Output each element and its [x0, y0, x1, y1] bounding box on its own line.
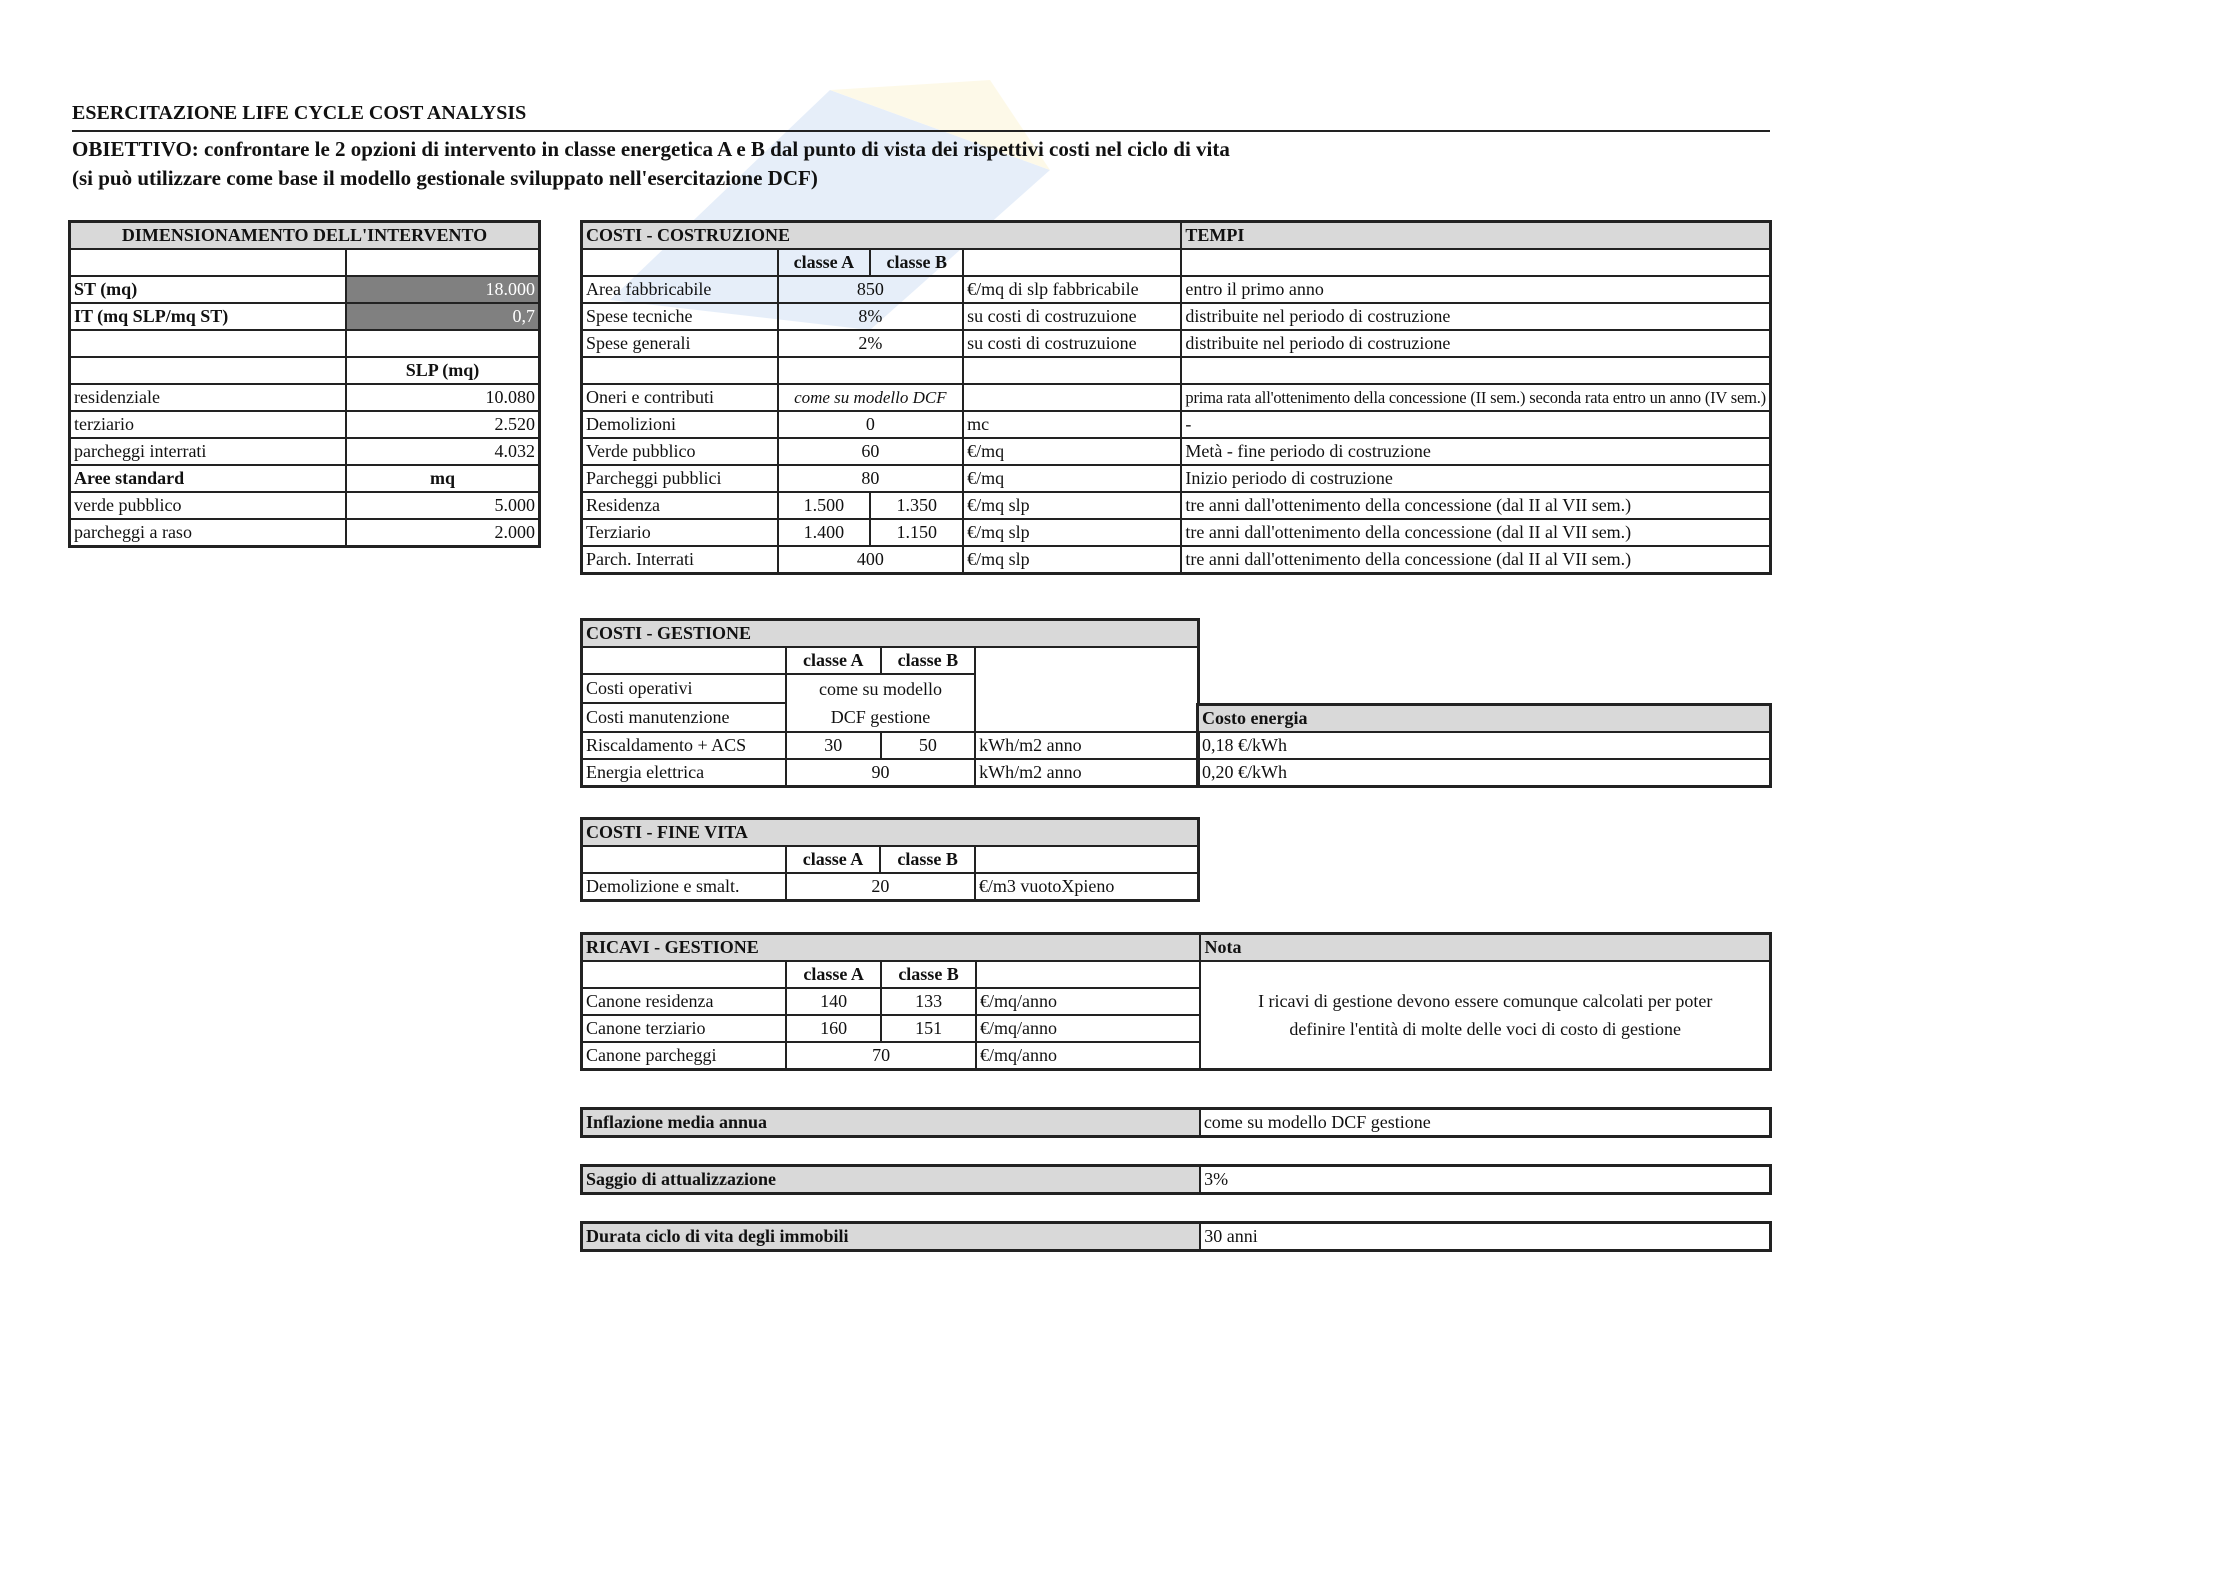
cost-label: Spese generali	[582, 330, 778, 357]
saggio-value: 3%	[1200, 1166, 1770, 1194]
cost-unit: €/mq slp	[963, 492, 1181, 519]
demolizione-unit: €/m3 vuotoXpieno	[975, 873, 1199, 901]
canone-label: Canone terziario	[582, 1015, 787, 1042]
st-label: ST (mq)	[70, 276, 346, 303]
aree-row-value: 5.000	[346, 492, 540, 519]
cost-label: Residenza	[582, 492, 778, 519]
inflazione-table	[580, 1107, 1772, 1138]
slp-header: SLP (mq)	[346, 357, 540, 384]
col-classe-b: classe B	[881, 647, 976, 674]
cost-unit: €/mq di slp fabbricabile	[963, 276, 1181, 303]
cost-unit: €/mq	[963, 465, 1181, 492]
canone-parcheggi-label: Canone parcheggi	[582, 1042, 787, 1070]
objective-line-2: (si può utilizzare come base il modello gestionale sviluppato nell'esercitazione DCF)	[72, 166, 818, 190]
merged-line-1: come su modello	[819, 679, 943, 699]
cost-label: Terziario	[582, 519, 778, 546]
aree-row-label: verde pubblico	[70, 492, 346, 519]
canone-a: 140	[786, 988, 881, 1015]
fine-vita-table	[580, 817, 1200, 902]
col-classe-a: classe A	[786, 961, 881, 988]
cost-unit: mc	[963, 411, 1181, 438]
canone-unit: €/mq/anno	[976, 988, 1200, 1015]
cost-tempi: Inizio periodo di costruzione	[1181, 465, 1770, 492]
empty-cell	[582, 357, 778, 384]
cost-tempi: distribuite nel periodo di costruzione	[1181, 303, 1770, 330]
cost-label: Parcheggi pubblici	[582, 465, 778, 492]
cost-label: Parch. Interrati	[582, 546, 778, 574]
col-classe-b: classe B	[870, 249, 963, 276]
cost-value: 80	[778, 465, 964, 492]
cost-tempi: prima rata all'ottenimento della concessione (II sem.) seconda rata entro un anno (IV sem.)	[1181, 384, 1770, 411]
energia-elettrica-value: 90	[786, 759, 975, 787]
gestione-title: COSTI - GESTIONE	[582, 620, 1199, 648]
col-classe-a: classe A	[786, 846, 881, 873]
cost-tempi: Metà - fine periodo di costruzione	[1181, 438, 1770, 465]
gestione-table	[580, 618, 1200, 788]
riscaldamento-b: 50	[881, 732, 976, 759]
canone-b: 151	[881, 1015, 976, 1042]
cost-unit: €/mq slp	[963, 546, 1181, 574]
merged-value	[786, 674, 975, 732]
col-classe-b: classe B	[880, 846, 975, 873]
cost-value-b: 1.350	[870, 492, 963, 519]
cost-value: 2%	[778, 330, 964, 357]
aree-row-value: 2.000	[346, 519, 540, 547]
empty-cell	[582, 647, 786, 674]
aree-standard-label: Aree standard	[70, 465, 346, 492]
empty-cell	[70, 357, 346, 384]
cost-unit: su costi di costruzuione	[963, 330, 1181, 357]
costruzione-table	[580, 220, 1772, 575]
empty-cell	[975, 647, 1198, 732]
costo-energia-table	[1196, 703, 1772, 788]
canone-label: Canone residenza	[582, 988, 787, 1015]
fine-vita-title: COSTI - FINE VITA	[582, 819, 1199, 847]
ricavi-title: RICAVI - GESTIONE	[582, 934, 1201, 962]
saggio-table	[580, 1164, 1772, 1195]
empty-cell	[346, 330, 540, 357]
col-classe-a: classe A	[778, 249, 871, 276]
cost-tempi: tre anni dall'ottenimento della concessione (dal II al VII sem.)	[1181, 492, 1770, 519]
empty-cell	[1181, 357, 1770, 384]
objective-text	[72, 135, 1230, 193]
cost-label: Oneri e contributi	[582, 384, 778, 411]
costo-energia-title: Costo energia	[1198, 705, 1771, 733]
riscaldamento-label: Riscaldamento + ACS	[582, 732, 786, 759]
cost-value-b: 1.150	[870, 519, 963, 546]
canone-parcheggi-value: 70	[786, 1042, 976, 1070]
cost-label: Verde pubblico	[582, 438, 778, 465]
cost-tempi: entro il primo anno	[1181, 276, 1770, 303]
document-title: ESERCITAZIONE LIFE CYCLE COST ANALYSIS	[72, 102, 527, 124]
aree-unit: mq	[346, 465, 540, 492]
riscaldamento-unit: kWh/m2 anno	[975, 732, 1198, 759]
dimensionamento-title: DIMENSIONAMENTO DELL'INTERVENTO	[70, 222, 540, 250]
nota-line-2: definire l'entità di molte delle voci di costo di gestione	[1289, 1019, 1682, 1039]
slp-row-label: terziario	[70, 411, 346, 438]
demolizione-label: Demolizione e smalt.	[582, 873, 786, 901]
durata-value: 30 anni	[1200, 1223, 1770, 1251]
inflazione-label: Inflazione media annua	[582, 1109, 1200, 1137]
title-divider	[72, 130, 1770, 132]
canone-a: 160	[786, 1015, 881, 1042]
slp-row-value: 2.520	[346, 411, 540, 438]
empty-cell	[70, 249, 346, 276]
canone-unit: €/mq/anno	[976, 1015, 1200, 1042]
slp-row-value: 10.080	[346, 384, 540, 411]
empty-cell	[778, 357, 964, 384]
costi-operativi-label: Costi operativi	[582, 674, 786, 703]
costi-manutenzione-label: Costi manutenzione	[582, 703, 786, 732]
cost-label: Demolizioni	[582, 411, 778, 438]
saggio-label: Saggio di attualizzazione	[582, 1166, 1201, 1194]
cost-tempi: tre anni dall'ottenimento della concessione (dal II al VII sem.)	[1181, 546, 1770, 574]
cost-unit: €/mq slp	[963, 519, 1181, 546]
demolizione-value: 20	[786, 873, 975, 901]
costo-energia-value: 0,20 €/kWh	[1198, 759, 1771, 787]
empty-cell	[1181, 249, 1770, 276]
inflazione-value: come su modello DCF gestione	[1200, 1109, 1771, 1137]
energia-elettrica-unit: kWh/m2 anno	[975, 759, 1198, 787]
ricavi-table	[580, 932, 1772, 1071]
energia-elettrica-label: Energia elettrica	[582, 759, 786, 787]
slp-row-label: parcheggi interrati	[70, 438, 346, 465]
cost-value: 0	[778, 411, 964, 438]
cost-value: 850	[778, 276, 964, 303]
cost-tempi: distribuite nel periodo di costruzione	[1181, 330, 1770, 357]
slp-row-label: residenziale	[70, 384, 346, 411]
nota-title: Nota	[1200, 934, 1770, 962]
cost-unit	[963, 384, 1181, 411]
slp-row-value: 4.032	[346, 438, 540, 465]
col-classe-b: classe B	[881, 961, 976, 988]
canone-b: 133	[881, 988, 976, 1015]
objective-line-1: OBIETTIVO: confrontare le 2 opzioni di intervento in classe energetica A e B dal punto di vista dei rispettivi costi nel ciclo di vita	[72, 137, 1230, 161]
empty-cell	[70, 330, 346, 357]
cost-value-a: 1.500	[778, 492, 871, 519]
cost-unit: su costi di costruzuione	[963, 303, 1181, 330]
it-label: IT (mq SLP/mq ST)	[70, 303, 346, 330]
empty-cell	[976, 961, 1200, 988]
durata-table	[580, 1221, 1772, 1252]
col-classe-a: classe A	[786, 647, 881, 674]
durata-label: Durata ciclo di vita degli immobili	[582, 1223, 1201, 1251]
empty-cell	[346, 249, 540, 276]
cost-tempi: -	[1181, 411, 1770, 438]
cost-label: Area fabbricabile	[582, 276, 778, 303]
st-value[interactable]: 18.000	[346, 276, 540, 303]
costruzione-title: COSTI - COSTRUZIONE	[582, 222, 1182, 250]
cost-unit: €/mq	[963, 438, 1181, 465]
aree-row-label: parcheggi a raso	[70, 519, 346, 547]
canone-parcheggi-unit: €/mq/anno	[976, 1042, 1200, 1070]
empty-cell	[975, 846, 1199, 873]
merged-line-2: DCF gestione	[830, 707, 931, 727]
cost-value: 60	[778, 438, 964, 465]
tempi-title: TEMPI	[1181, 222, 1770, 250]
nota-text	[1200, 961, 1770, 1070]
empty-cell	[582, 961, 787, 988]
dimensionamento-table	[68, 220, 541, 548]
cost-label: Spese tecniche	[582, 303, 778, 330]
cost-value: come su modello DCF	[778, 384, 964, 411]
it-value[interactable]: 0,7	[346, 303, 540, 330]
cost-tempi: tre anni dall'ottenimento della concessione (dal II al VII sem.)	[1181, 519, 1770, 546]
empty-cell	[582, 846, 786, 873]
cost-value-a: 1.400	[778, 519, 871, 546]
cost-value: 8%	[778, 303, 964, 330]
riscaldamento-a: 30	[786, 732, 881, 759]
cost-value: 400	[778, 546, 964, 574]
empty-cell	[582, 249, 778, 276]
nota-line-1: I ricavi di gestione devono essere comunque calcolati per poter	[1258, 991, 1713, 1011]
empty-cell	[963, 357, 1181, 384]
costo-energia-value: 0,18 €/kWh	[1198, 732, 1771, 759]
empty-cell	[963, 249, 1181, 276]
